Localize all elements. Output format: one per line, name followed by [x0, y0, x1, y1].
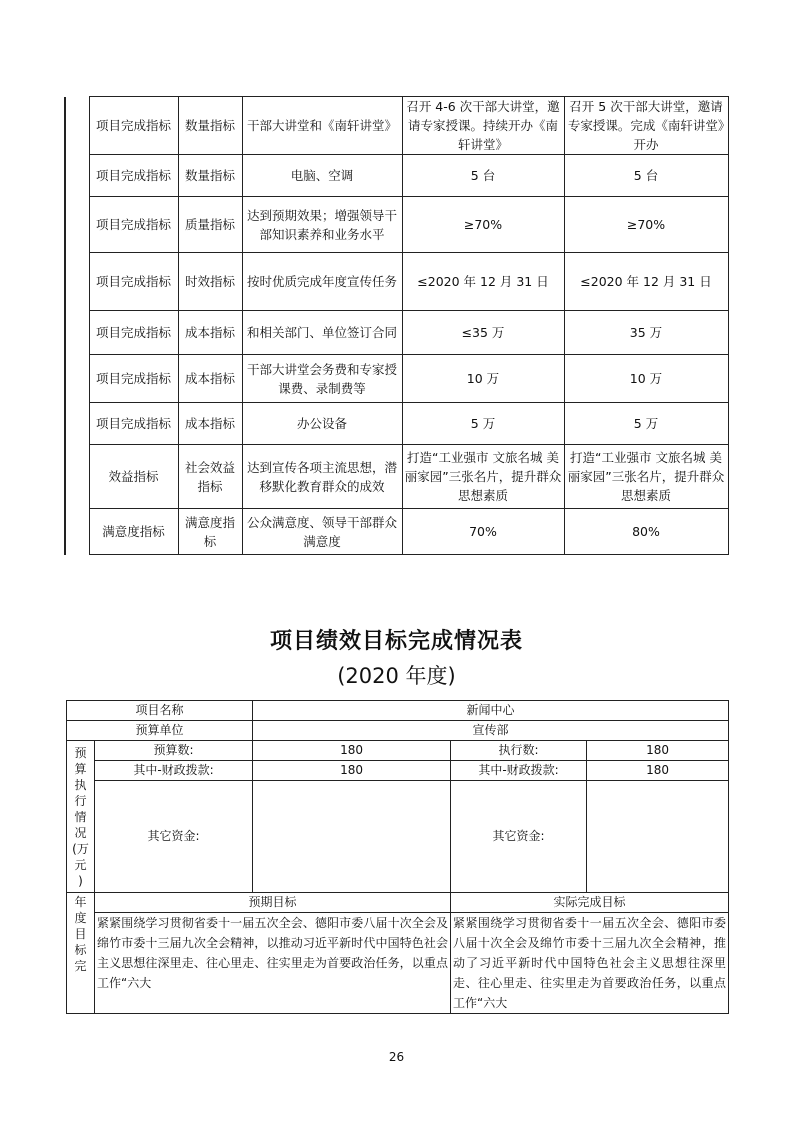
performance-table: [66, 700, 729, 1014]
table-cell: ≤2020 年 12 月 31 日: [564, 253, 728, 311]
table-row: [65, 311, 728, 355]
table-row: [67, 913, 729, 1014]
table-cell: 项目完成指标: [89, 403, 178, 445]
table-cell: 10 万: [402, 355, 564, 403]
project-name-value: 新闻中心: [253, 701, 729, 721]
table-row: [65, 155, 728, 197]
table-row: [65, 445, 728, 509]
table-cell: 打造“工业强市 文旅名城 美丽家园”三张名片，提升群众思想素质: [564, 445, 728, 509]
other-funds-label-1: 其它资金:: [95, 781, 253, 893]
blank-cell: [65, 355, 89, 403]
table-cell: 数量指标: [178, 155, 242, 197]
planned-goal-text: 紧紧围绕学习贯彻省委十一届五次全会、德阳市委八届十次全会及绵竹市委十三届九次全会精神，以推动习近平新时代中国特色社会主义思想往深里走、往心里走、往实里走为首要政治任务，以重点工作“六大: [95, 913, 451, 1014]
blank-cell: [65, 197, 89, 253]
table-row: [65, 253, 728, 311]
table-cell: 时效指标: [178, 253, 242, 311]
table-cell: 电脑、空调: [242, 155, 402, 197]
table-row: [67, 721, 729, 741]
table-cell: 公众满意度、领导干部群众满意度: [242, 509, 402, 555]
table-cell: 满意度指标: [178, 509, 242, 555]
project-name-label: 项目名称: [67, 701, 253, 721]
blank-cell: [65, 509, 89, 555]
exec-count-value: 180: [587, 741, 729, 761]
table-cell: 成本指标: [178, 403, 242, 445]
fiscal-label-2: 其中-财政拨款:: [451, 761, 587, 781]
other-funds-value-2: [587, 781, 729, 893]
table-cell: ≤35 万: [402, 311, 564, 355]
table-cell: ≤2020 年 12 月 31 日: [402, 253, 564, 311]
table-cell: 项目完成指标: [89, 253, 178, 311]
table-cell: 效益指标: [89, 445, 178, 509]
table-cell: 数量指标: [178, 97, 242, 155]
table-cell: 项目完成指标: [89, 97, 178, 155]
table-cell: ≥70%: [402, 197, 564, 253]
table-cell: 按时优质完成年度宣传任务: [242, 253, 402, 311]
table-cell: 项目完成指标: [89, 155, 178, 197]
table-cell: 干部大讲堂和《南轩讲堂》: [242, 97, 402, 155]
blank-cell: [65, 445, 89, 509]
table-cell: 召开 4-6 次干部大讲堂，邀请专家授课。持续开办《南轩讲堂》: [402, 97, 564, 155]
table-cell: 成本指标: [178, 355, 242, 403]
budget-count-value: 180: [253, 741, 451, 761]
table-row: [65, 509, 728, 555]
table-row: [65, 97, 728, 155]
annual-goal-label: [67, 893, 95, 1014]
table-cell: 社会效益指标: [178, 445, 242, 509]
table-cell: 5 台: [402, 155, 564, 197]
other-funds-label-2: 其它资金:: [451, 781, 587, 893]
indicator-table: [64, 96, 729, 555]
table-cell: 项目完成指标: [89, 197, 178, 253]
table-row: [67, 781, 729, 893]
table-cell: 5 万: [564, 403, 728, 445]
exec-label: [67, 741, 95, 893]
table-cell: 成本指标: [178, 311, 242, 355]
blank-cell: [65, 155, 89, 197]
table-cell: 5 台: [564, 155, 728, 197]
table-row: [67, 761, 729, 781]
table-cell: 80%: [564, 509, 728, 555]
other-funds-value-1: [253, 781, 451, 893]
table-cell: 打造“工业强市 文旅名城 美丽家园”三张名片，提升群众思想素质: [402, 445, 564, 509]
table-cell: 干部大讲堂会务费和专家授课费、录制费等: [242, 355, 402, 403]
table-cell: 70%: [402, 509, 564, 555]
actual-goal-header: 实际完成目标: [451, 893, 729, 913]
blank-cell: [65, 311, 89, 355]
table-row: [67, 741, 729, 761]
page-title: 项目绩效目标完成情况表: [269, 629, 523, 654]
blank-cell: [65, 253, 89, 311]
budget-count-label: 预算数:: [95, 741, 253, 761]
page-subtitle: (2020 年度): [337, 664, 456, 688]
fiscal-value-2: 180: [587, 761, 729, 781]
table-cell: 10 万: [564, 355, 728, 403]
table-cell: 达到宣传各项主流思想，潜移默化教育群众的成效: [242, 445, 402, 509]
blank-cell: [65, 97, 89, 155]
table-cell: 5 万: [402, 403, 564, 445]
budget-unit-label: 预算单位: [67, 721, 253, 741]
table-cell: 和相关部门、单位签订合同: [242, 311, 402, 355]
table-cell: 达到预期效果；增强领导干部知识素养和业务水平: [242, 197, 402, 253]
table-cell: 项目完成指标: [89, 355, 178, 403]
exec-count-label: 执行数:: [451, 741, 587, 761]
blank-cell: [65, 403, 89, 445]
fiscal-label-1: 其中-财政拨款:: [95, 761, 253, 781]
table-cell: 35 万: [564, 311, 728, 355]
actual-goal-text: 紧紧围绕学习贯彻省委十一届五次全会、德阳市委八届十次全会及绵竹市委十三届九次全会精神，推动了习近平新时代中国特色社会主义思想往深里走、往心里走、往实里走为首要政治任务，以重点工作“六大: [451, 913, 729, 1014]
page-number: 26: [388, 1050, 405, 1064]
budget-unit-value: 宣传部: [253, 721, 729, 741]
table-cell: ≥70%: [564, 197, 728, 253]
table-cell: 召开 5 次干部大讲堂，邀请专家授课。完成《南轩讲堂》开办: [564, 97, 728, 155]
table-cell: 项目完成指标: [89, 311, 178, 355]
table-cell: 满意度指标: [89, 509, 178, 555]
annual-goal-label-text: 年 度 目 标 完: [74, 895, 87, 973]
table-row: [65, 197, 728, 253]
fiscal-value-1: 180: [253, 761, 451, 781]
table-row: [65, 355, 728, 403]
table-row: [65, 403, 728, 445]
table-row: [67, 893, 729, 913]
table-cell: 质量指标: [178, 197, 242, 253]
exec-label-text: 预 算 执 行 情 况 (万元 ): [72, 745, 89, 888]
table-row: [67, 701, 729, 721]
planned-goal-header: 预期目标: [95, 893, 451, 913]
table-cell: 办公设备: [242, 403, 402, 445]
